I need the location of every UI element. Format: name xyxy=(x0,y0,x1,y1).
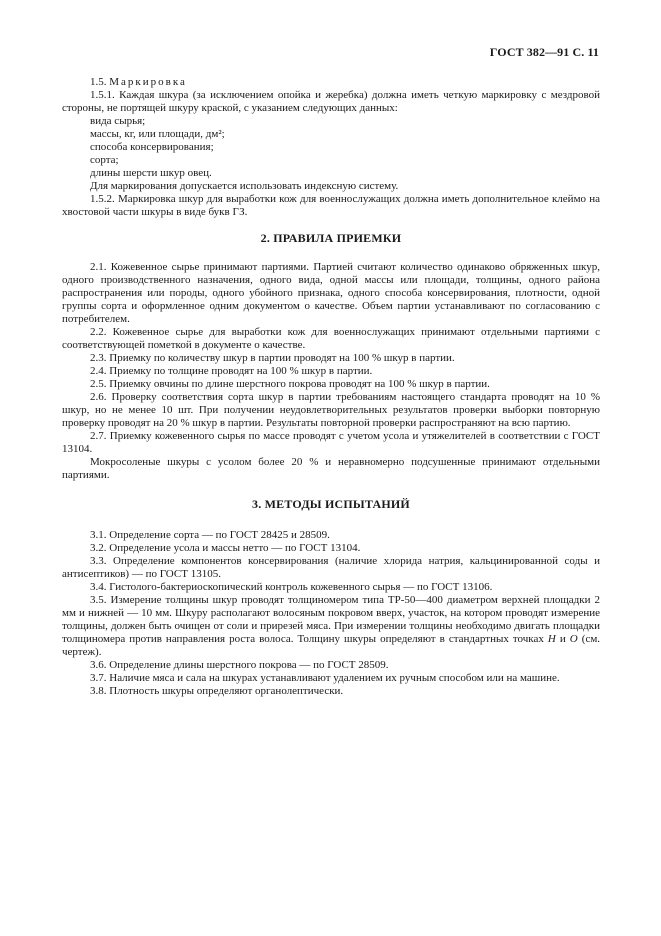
clause-2-6: 2.6. Проверку соответствия сорта шкур в партии требованиям настоящего стандарта проводят на 10 % шкур, но не менее 10 шт. При получении неудовлетворительных результатов проверки выборки повторную проверку проводят на 20 % шкур в партии. Результаты повторной проверки распространяют на всю партию. xyxy=(62,391,600,429)
clause-3-5 xyxy=(62,594,600,659)
drawing-reference: (см. чертеж). xyxy=(62,633,601,658)
clause-3-3: 3.3. Определение компонентов консервирования (наличие хлорида натрия, кальцинированной соды и антисептиков) — по ГОСТ 13105. xyxy=(62,555,600,580)
clause-3-8: 3.8. Плотность шкуры определяют органолептически. xyxy=(90,685,344,697)
section-3-heading: 3. МЕТОДЫ ИСПЫТАНИЙ xyxy=(252,497,410,511)
page-content xyxy=(62,76,600,698)
page-header: ГОСТ 382—91 С. 11 xyxy=(489,45,599,59)
clause-3-7: 3.7. Наличие мяса и сала на шкурах устанавливают удалением их ручным способом или на машине. xyxy=(90,672,560,684)
list-item: вида сырья; xyxy=(90,115,146,127)
clause-2-1: 2.1. Кожевенное сырье принимают партиями. Партией считают количество одинаково обряженных шкур, одного производственного назначения, одного вида, одной массы или площади, толщины, одного района распространения или породы, одного убойного признака, одного способа консервирования, плотности, одной группы сорта и оформленное одним документом о качестве. Объем партии устанавливают по согласованию с потребителем. xyxy=(62,261,600,325)
clause-1-5 xyxy=(62,76,600,89)
index-system-note: Для маркирования допускается использовать индексную систему. xyxy=(90,180,399,192)
point-o: О xyxy=(569,633,578,645)
clause-3-2: 3.2. Определение усола и массы нетто — по ГОСТ 13104. xyxy=(90,542,361,554)
clause-3-5-text: 3.5. Измерение толщины шкур проводят толщиномером типа ТР-50—400 диаметром верхней площадки 2 мм и нижней — 10 мм. Шкуру располагают волосяным покровом вверх, участок, на котором проводят измерение толщины, должен быть очищен от соли и прирезей мяса. При измерении толщины необходимо двигать площадки толщиномера против направления роста волоса. Толщину шкуры определяют в стандартных точках xyxy=(62,594,600,645)
list-item: сорта; xyxy=(90,154,119,166)
clause-2-3: 2.3. Приемку по количеству шкур в партии проводят на 100 % шкур в партии. xyxy=(90,352,455,364)
list-item: способа консервирования; xyxy=(90,141,214,153)
clause-3-4: 3.4. Гистолого-бактериоскопический контроль кожевенного сырья — по ГОСТ 13106. xyxy=(90,581,493,593)
list-item: массы, кг, или площади, дм²; xyxy=(90,128,225,140)
clause-number: 1.5. xyxy=(90,76,107,88)
list-item: длины шерсти шкур овец. xyxy=(90,167,212,179)
wet-salted-note: Мокросоленые шкуры с усолом более 20 % и неравномерно подсушенные принимают отдельными партиями. xyxy=(62,456,600,481)
clause-3-1: 3.1. Определение сорта — по ГОСТ 28425 и 28509. xyxy=(90,529,330,541)
clause-title: Маркировка xyxy=(109,76,187,88)
clause-1-5-1: 1.5.1. Каждая шкура (за исключением опойка и жеребка) должна иметь четкую маркировку с мездровой стороны, не портящей шкуру краской, с указанием следующих данных: xyxy=(62,89,600,114)
conjunction: и xyxy=(559,633,566,645)
clause-3-6: 3.6. Определение длины шерстного покрова — по ГОСТ 28509. xyxy=(90,659,389,671)
section-2-heading: 2. ПРАВИЛА ПРИЕМКИ xyxy=(260,231,402,245)
clause-2-7: 2.7. Приемку кожевенного сырья по массе проводят с учетом усола и утяжелителей в соответствии с ГОСТ 13104. xyxy=(62,430,600,455)
point-h: Н xyxy=(547,633,556,645)
clause-2-5: 2.5. Приемку овчины по длине шерстного покрова проводят на 100 % шкур в партии. xyxy=(90,378,490,390)
clause-2-4: 2.4. Приемку по толщине проводят на 100 % шкур в партии. xyxy=(90,365,373,377)
clause-1-5-2: 1.5.2. Маркировка шкур для выработки кож для военнослужащих должна иметь дополнительное клеймо на хвостовой части шкуры в виде букв ГЗ. xyxy=(62,193,600,218)
clause-2-2: 2.2. Кожевенное сырье для выработки кож для военнослужащих принимают отдельными партиями с соответствующей пометкой в документе о качестве. xyxy=(62,326,600,351)
